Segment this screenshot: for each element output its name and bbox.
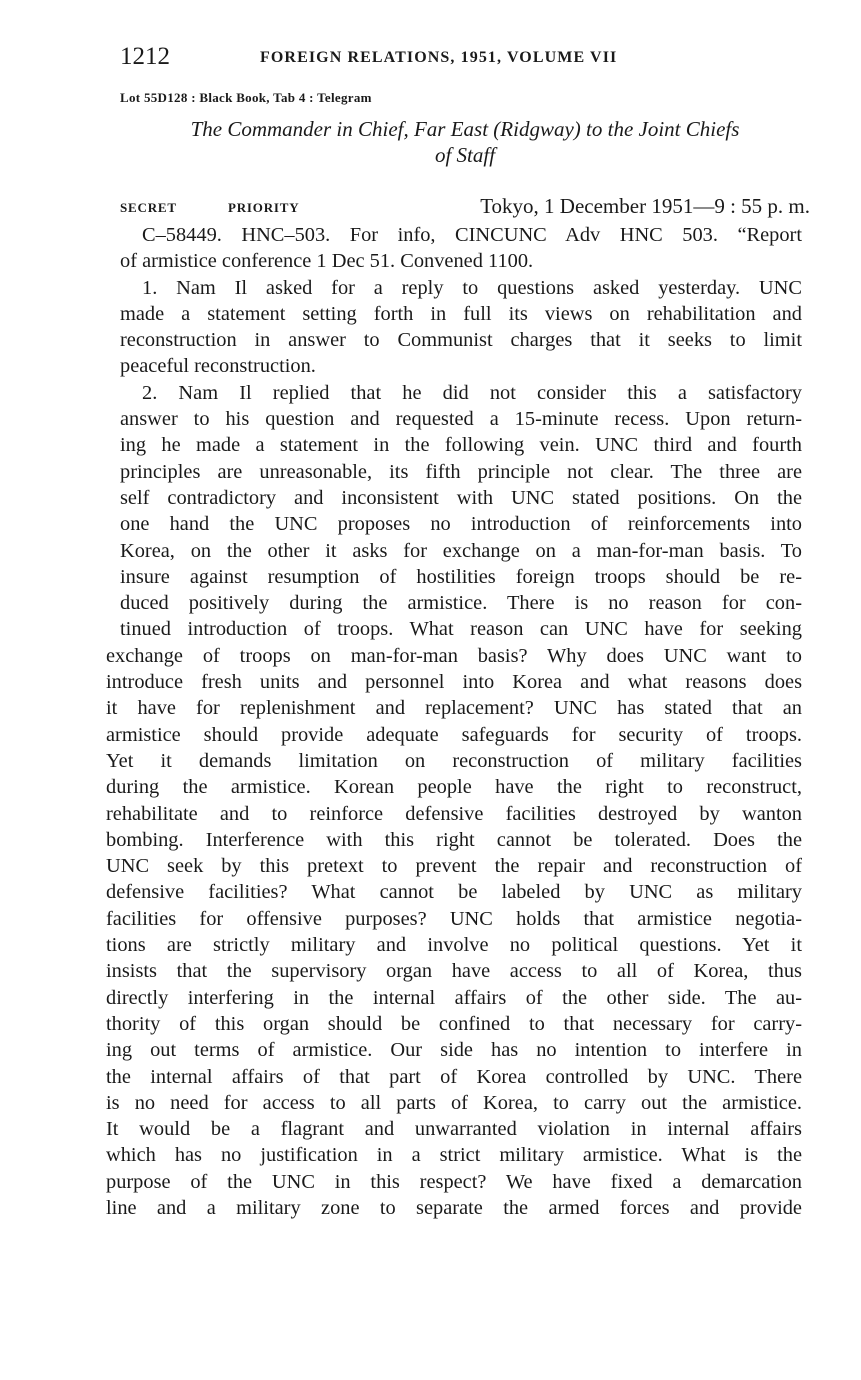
- text-line: made a statement setting forth in full its views on rehabilitation and: [120, 302, 802, 325]
- classification-secret: SECRET: [120, 200, 177, 215]
- text-line: introduce fresh units and personnel into Korea and what reasons does: [106, 671, 802, 694]
- text-line: line and a military zone to separate the armed forces and provide: [106, 1196, 802, 1219]
- text-line: 2. Nam Il replied that he did not consider this a satisfactory: [142, 381, 802, 404]
- text-line: Yet it demands limitation on reconstruction of military facilities: [106, 749, 802, 772]
- text-line: 1. Nam Il asked for a reply to questions asked yesterday. UNC: [142, 276, 802, 299]
- text-line: peaceful reconstruction.: [120, 355, 316, 378]
- document-title-line: of Staff: [434, 143, 496, 167]
- text-line: answer to his question and requested a 15-minute recess. Upon return-: [120, 408, 802, 431]
- text-line: ing he made a statement in the following vein. UNC third and fourth: [120, 434, 802, 457]
- text-line: bombing. Interference with this right cannot be tolerated. Does the: [106, 828, 802, 851]
- classification-priority: PRIORITY: [228, 200, 300, 215]
- text-line: directly interfering in the internal affairs of the other side. The au-: [106, 986, 802, 1009]
- text-line: of armistice conference 1 Dec 51. Convened 1100.: [120, 250, 534, 273]
- text-line: self contradictory and inconsistent with UNC stated positions. On the: [120, 486, 802, 509]
- text-line: is no need for access to all parts of Korea, to carry out the armistice.: [106, 1091, 802, 1114]
- text-line: thority of this organ should be confined to that necessary for carry-: [106, 1012, 802, 1035]
- source-note: Lot 55D128 : Black Book, Tab 4 : Telegram: [120, 90, 372, 105]
- classification-row: [120, 192, 810, 220]
- text-line: ing out terms of armistice. Our side has no intention to interfere in: [106, 1039, 802, 1062]
- text-line: reconstruction in answer to Communist charges that it seeks to limit: [120, 329, 802, 352]
- telegram-body: [106, 222, 802, 1221]
- text-line: It would be a flagrant and unwarranted violation in internal affairs: [106, 1118, 802, 1141]
- text-line: Korea, on the other it asks for exchange on a man-for-man basis. To: [120, 539, 802, 562]
- text-line: one hand the UNC proposes no introduction of reinforcements into: [120, 513, 802, 536]
- document-title-line: The Commander in Chief, Far East (Ridgway) to the Joint Chiefs: [190, 117, 740, 141]
- text-line: C–58449. HNC–503. For info, CINCUNC Adv HNC 503. “Report: [142, 224, 802, 246]
- text-line: principles are unreasonable, its fifth principle not clear. The three are: [120, 460, 802, 483]
- text-line: which has no justification in a strict military armistice. What is the: [106, 1144, 802, 1167]
- running-head: FOREIGN RELATIONS, 1951, VOLUME VII: [260, 49, 618, 66]
- page-number: 1212: [120, 43, 170, 70]
- dateline: Tokyo, 1 December 1951—9 : 55 p. m.: [480, 194, 810, 218]
- text-line: tinued introduction of troops. What reason can UNC have for seeking: [120, 618, 802, 641]
- text-line: defensive facilities? What cannot be labeled by UNC as military: [106, 881, 802, 904]
- text-line: armistice should provide adequate safeguards for security of troops.: [106, 723, 802, 746]
- document-title: [118, 116, 812, 168]
- text-line: insists that the supervisory organ have access to all of Korea, thus: [106, 960, 802, 983]
- text-line: duced positively during the armistice. There is no reason for con-: [120, 592, 802, 615]
- text-line: purpose of the UNC in this respect? We have fixed a demarcation: [106, 1170, 802, 1193]
- text-line: rehabilitate and to reinforce defensive facilities destroyed by wanton: [106, 802, 802, 825]
- text-line: insure against resumption of hostilities foreign troops should be re-: [120, 565, 802, 588]
- page-header: [120, 42, 810, 72]
- text-line: during the armistice. Korean people have the right to reconstruct,: [106, 776, 802, 799]
- text-line: facilities for offensive purposes? UNC holds that armistice negotia-: [106, 907, 802, 930]
- text-line: the internal affairs of that part of Korea controlled by UNC. There: [106, 1065, 802, 1088]
- text-line: it have for replenishment and replacement? UNC has stated that an: [106, 697, 802, 720]
- text-line: exchange of troops on man-for-man basis? Why does UNC want to: [106, 644, 802, 667]
- text-line: tions are strictly military and involve no political questions. Yet it: [106, 934, 802, 957]
- text-line: UNC seek by this pretext to prevent the repair and reconstruction of: [106, 855, 802, 878]
